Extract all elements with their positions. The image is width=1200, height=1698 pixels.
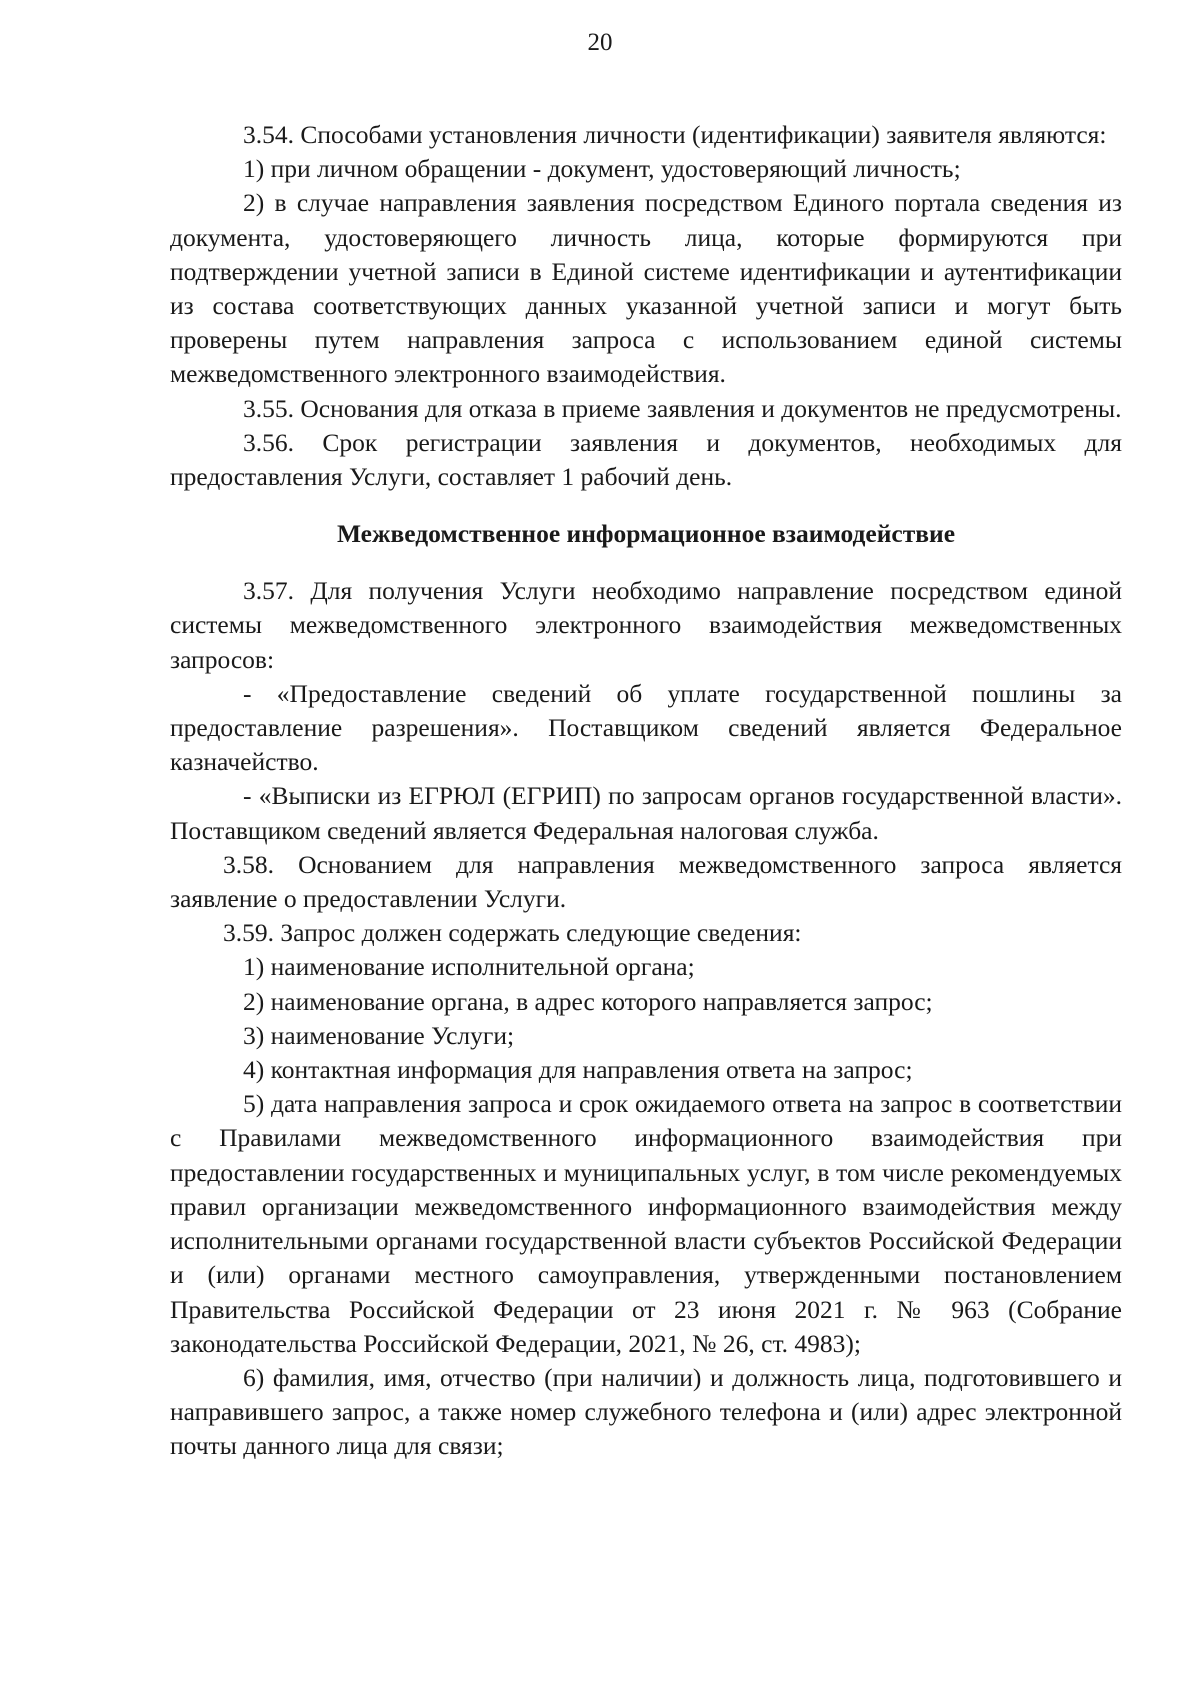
- section-heading: Межведомственное информационное взаимодействие: [336, 519, 956, 549]
- section-before: [170, 118, 1122, 494]
- document-body: [170, 118, 1122, 1464]
- paragraph: 3.58. Основанием для направления межведомственного запроса является заявление о предоставлении Услуги.: [170, 849, 1122, 914]
- paragraph: 3.55. Основания для отказа в приеме заявления и документов не предусмотрены.: [243, 393, 1122, 423]
- paragraph: 3.56. Срок регистрации заявления и документов, необходимых для предоставления Услуги, составляет 1 рабочий день.: [170, 427, 1122, 492]
- paragraph: 6) фамилия, имя, отчество (при наличии) и должность лица, подготовившего и направившего запрос, а также номер служебного телефона и (или) адрес электронной почты данного лица для связи;: [170, 1362, 1122, 1461]
- paragraph: 2) в случае направления заявления посредством Единого портала сведения из документа, удостоверяющего личность лица, которые формируются при подтверждении учетной записи в Единой системе идентификации и аутентификации из состава соответствующих данных указанной учетной записи и могут быть проверены путем направления запроса с использованием единой системы межведомственного электронного взаимодействия.: [170, 188, 1122, 389]
- section-after: [170, 574, 1122, 1463]
- paragraph: 3.59. Запрос должен содержать следующие сведения:: [223, 918, 802, 948]
- paragraph: 3.57. Для получения Услуги необходимо направление посредством единой системы межведомственного электронного взаимодействия межведомственных запросов:: [170, 576, 1122, 674]
- paragraph: 4) контактная информация для направления ответа на запрос;: [243, 1055, 913, 1085]
- paragraph: 3.54. Способами установления личности (идентификации) заявителя являются:: [243, 120, 1107, 149]
- paragraph: 2) наименование органа, в адрес которого направляется запрос;: [243, 986, 933, 1016]
- paragraph: - «Выписки из ЕГРЮЛ (ЕГРИП) по запросам органов государственной власти». Поставщиком сведений является Федеральная налоговая служба.: [170, 781, 1122, 845]
- paragraph: 3) наименование Услуги;: [243, 1020, 515, 1050]
- paragraph: 1) при личном обращении - документ, удостоверяющий личность;: [243, 154, 961, 184]
- paragraph: - «Предоставление сведений об уплате государственной пошлины за предоставление разрешения». Поставщиком сведений является Федеральное казначейство.: [170, 678, 1122, 777]
- paragraph: 5) дата направления запроса и срок ожидаемого ответа на запрос в соответствии с Правилами межведомственного информационного взаимодействия при предоставлении государственных и муниципальных услуг, в том числе рекомендуемых правил организации межведомственного информационного взаимодействия между исполнительными органами государственной власти субъектов Российской Федерации и (или) органами местного самоуправления, утвержденными постановлением Правительства Российской Федерации от 23 июня 2021 г. № 963 (Собрание законодательства Российской Федерации, 2021, № 26, ст. 4983);: [170, 1089, 1122, 1358]
- page-number: 20: [587, 29, 613, 56]
- paragraph: 1) наименование исполнительной органа;: [243, 952, 695, 982]
